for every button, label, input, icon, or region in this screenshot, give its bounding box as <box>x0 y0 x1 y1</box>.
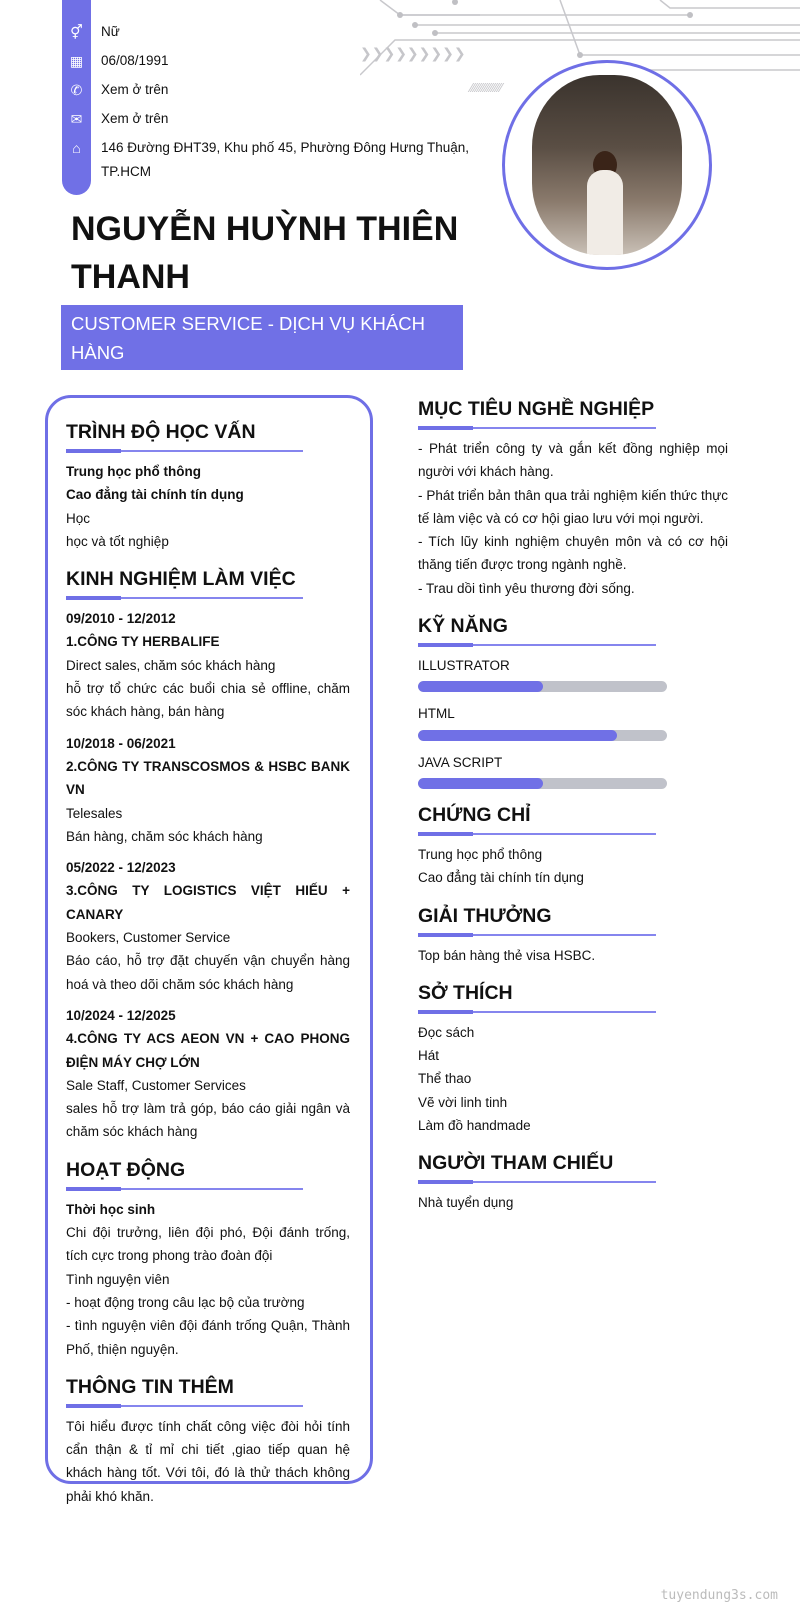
skill-fill <box>418 730 617 741</box>
company: 3.CÔNG TY LOGISTICS VIỆT HIẾU + CANARY <box>66 883 350 922</box>
candidate-name: NGUYỄN HUỲNH THIÊN THANH <box>71 210 459 296</box>
section-divider <box>418 833 656 835</box>
activity-heading: Thời học sinh <box>66 1201 156 1217</box>
section-divider <box>418 427 656 429</box>
email-text: Xem ở trên <box>101 111 169 126</box>
objective-line: - Phát triển công ty và gắn kết đồng nghiệp mọi người với khách hàng. <box>418 441 728 480</box>
description: Báo cáo, hỗ trợ đặt chuyến vận chuyển hàng hoá và theo dõi chăm sóc khách hàng <box>66 953 350 992</box>
section-title: KINH NGHIỆM LÀM VIỆC <box>66 568 296 591</box>
section-title: MỤC TIÊU NGHỀ NGHIỆP <box>418 398 655 420</box>
watermark: tuyendung3s.com <box>660 1588 778 1603</box>
education-line: Trung học phổ thông <box>66 464 201 479</box>
role: Bookers, Customer Service <box>66 930 231 946</box>
contact-gender <box>62 20 471 49</box>
skill-bar <box>418 681 667 692</box>
svg-text:⁄⁄⁄⁄⁄⁄⁄⁄⁄⁄⁄⁄⁄⁄⁄⁄: ⁄⁄⁄⁄⁄⁄⁄⁄⁄⁄⁄⁄⁄⁄⁄⁄ <box>470 81 503 95</box>
contact-email <box>62 107 471 136</box>
activity-line: - tình nguyện viên đội đánh trống Quận, Thành Phố, thiện nguyện. <box>66 1318 350 1357</box>
skill-bar <box>418 778 667 789</box>
calendar-icon: ▦ <box>69 53 84 69</box>
phone-text: Xem ở trên <box>101 82 169 97</box>
skill-bar <box>418 730 667 741</box>
job-title: CUSTOMER SERVICE - DỊCH VỤ KHÁCH HÀNG <box>61 305 463 370</box>
hobby-line: Thể thao <box>418 1071 472 1087</box>
period: 09/2010 - 12/2012 <box>66 611 176 627</box>
section-divider <box>66 597 303 599</box>
certificates-section <box>418 801 728 890</box>
hobby-line: Đọc sách <box>418 1024 475 1040</box>
home-icon: ⌂ <box>72 140 81 156</box>
skill-fill <box>418 681 543 692</box>
section-title: GIẢI THƯỞNG <box>418 904 552 927</box>
reference-line: Nhà tuyển dụng <box>418 1195 514 1211</box>
activity-line: - hoạt động trong câu lạc bộ của trường <box>66 1294 305 1310</box>
section-title: HOẠT ĐỘNG <box>66 1158 186 1181</box>
email-icon: ✉ <box>70 111 83 127</box>
contact-address <box>62 136 471 184</box>
phone-icon: ✆ <box>70 82 83 98</box>
description: hỗ trợ tổ chức các buổi chia sẻ offline, chăm sóc khách hàng, bán hàng <box>66 681 350 720</box>
period: 10/2018 - 06/2021 <box>66 735 176 751</box>
hobby-line: Vẽ vời linh tinh <box>418 1094 508 1110</box>
description: sales hỗ trợ làm trả góp, báo cáo giải ngân và chăm sóc khách hàng <box>66 1101 350 1140</box>
objective-line: - Trau dồi tình yêu thương đời sống. <box>418 580 635 596</box>
section-title: NGƯỜI THAM CHIẾU <box>418 1152 614 1175</box>
education-section <box>66 418 350 553</box>
awards-section <box>418 902 728 967</box>
references-section <box>418 1149 728 1214</box>
more-info-text: Tôi hiểu được tính chất công việc đòi hỏi tính cẩn thận & tỉ mỉ chi tiết ,giao tiếp quan hệ khách hàng tốt. Với tôi, đó là thử thách không phải khó khăn. <box>66 1418 350 1504</box>
section-title: SỞ THÍCH <box>418 981 513 1004</box>
birthday-text: 06/08/1991 <box>101 53 169 68</box>
objective-line: - Tích lũy kinh nghiệm chuyên môn và có cơ hội thăng tiến được trong ngành nghề. <box>418 534 728 573</box>
activity-line: Tình nguyện viên <box>66 1271 170 1287</box>
experience-item <box>66 732 350 848</box>
section-divider <box>418 1011 656 1013</box>
skill-name: HTML <box>418 706 455 722</box>
section-title: TRÌNH ĐỘ HỌC VẤN <box>66 421 256 443</box>
section-divider <box>66 1405 303 1407</box>
hobby-line: Làm đồ handmade <box>418 1118 531 1134</box>
gender-text: Nữ <box>101 24 120 39</box>
company: 1.CÔNG TY HERBALIFE <box>66 634 220 650</box>
description: Bán hàng, chăm sóc khách hàng <box>66 828 263 844</box>
section-title: THÔNG TIN THÊM <box>66 1375 234 1398</box>
section-divider <box>418 934 656 936</box>
more-info-section <box>66 1373 350 1508</box>
right-column <box>418 395 728 1227</box>
contact-birthday <box>62 49 471 78</box>
education-line: Cao đẳng tài chính tín dụng <box>66 487 244 503</box>
address-text: 146 Đường ĐHT39, Khu phố 45, Phường Đông Hưng Thuận, TP.HCM <box>101 140 470 179</box>
contact-phone <box>62 78 471 107</box>
skill-name: ILLUSTRATOR <box>418 658 510 674</box>
hobbies-section <box>418 979 728 1137</box>
section-divider <box>66 1188 303 1190</box>
svg-text:❯❯❯❯❯❯❯❯❯: ❯❯❯❯❯❯❯❯❯ <box>360 46 466 62</box>
section-title: KỸ NĂNG <box>418 615 508 638</box>
experience-item <box>66 856 350 996</box>
education-line: Học <box>66 510 91 526</box>
period: 10/2024 - 12/2025 <box>66 1007 176 1023</box>
role: Sale Staff, Customer Services <box>66 1077 246 1093</box>
company: 4.CÔNG TY ACS AEON VN + CAO PHONG ĐIỆN MÁY CHỢ LỚN <box>66 1031 350 1070</box>
objective-line: - Phát triển bản thân qua trải nghiệm kiến thức thực tế làm việc và có cơ hội giao lưu với mọi người. <box>418 487 728 526</box>
experience-item <box>66 1004 350 1144</box>
experience-section <box>66 565 350 1144</box>
contact-info <box>62 20 471 184</box>
role: Direct sales, chăm sóc khách hàng <box>66 657 276 673</box>
gender-icon: ⚥ <box>70 24 83 40</box>
company: 2.CÔNG TY TRANSCOSMOS & HSBC BANK VN <box>66 758 350 798</box>
objective-section <box>418 395 728 600</box>
skills-section <box>418 612 728 789</box>
skill-name: JAVA SCRIPT <box>418 754 503 770</box>
activity-line: Chi đội trưởng, liên đội phó, Đội đánh trống, tích cực trong phong trào đoàn đội <box>66 1225 350 1264</box>
certificate-line: Cao đẳng tài chính tín dụng <box>418 870 584 886</box>
skill-fill <box>418 778 543 789</box>
hobby-line: Hát <box>418 1048 440 1064</box>
experience-item <box>66 607 350 723</box>
section-divider <box>418 644 656 646</box>
role: Telesales <box>66 805 123 821</box>
certificate-line: Trung học phổ thông <box>418 846 543 862</box>
section-title: CHỨNG CHỈ <box>418 803 531 826</box>
section-divider <box>66 450 303 452</box>
profile-photo <box>502 60 712 270</box>
left-column <box>66 418 350 1520</box>
section-divider <box>418 1181 656 1183</box>
activities-section <box>66 1156 350 1361</box>
award-line: Top bán hàng thẻ visa HSBC. <box>418 947 596 963</box>
period: 05/2022 - 12/2023 <box>66 860 176 876</box>
education-line: học và tốt nghiệp <box>66 533 169 549</box>
